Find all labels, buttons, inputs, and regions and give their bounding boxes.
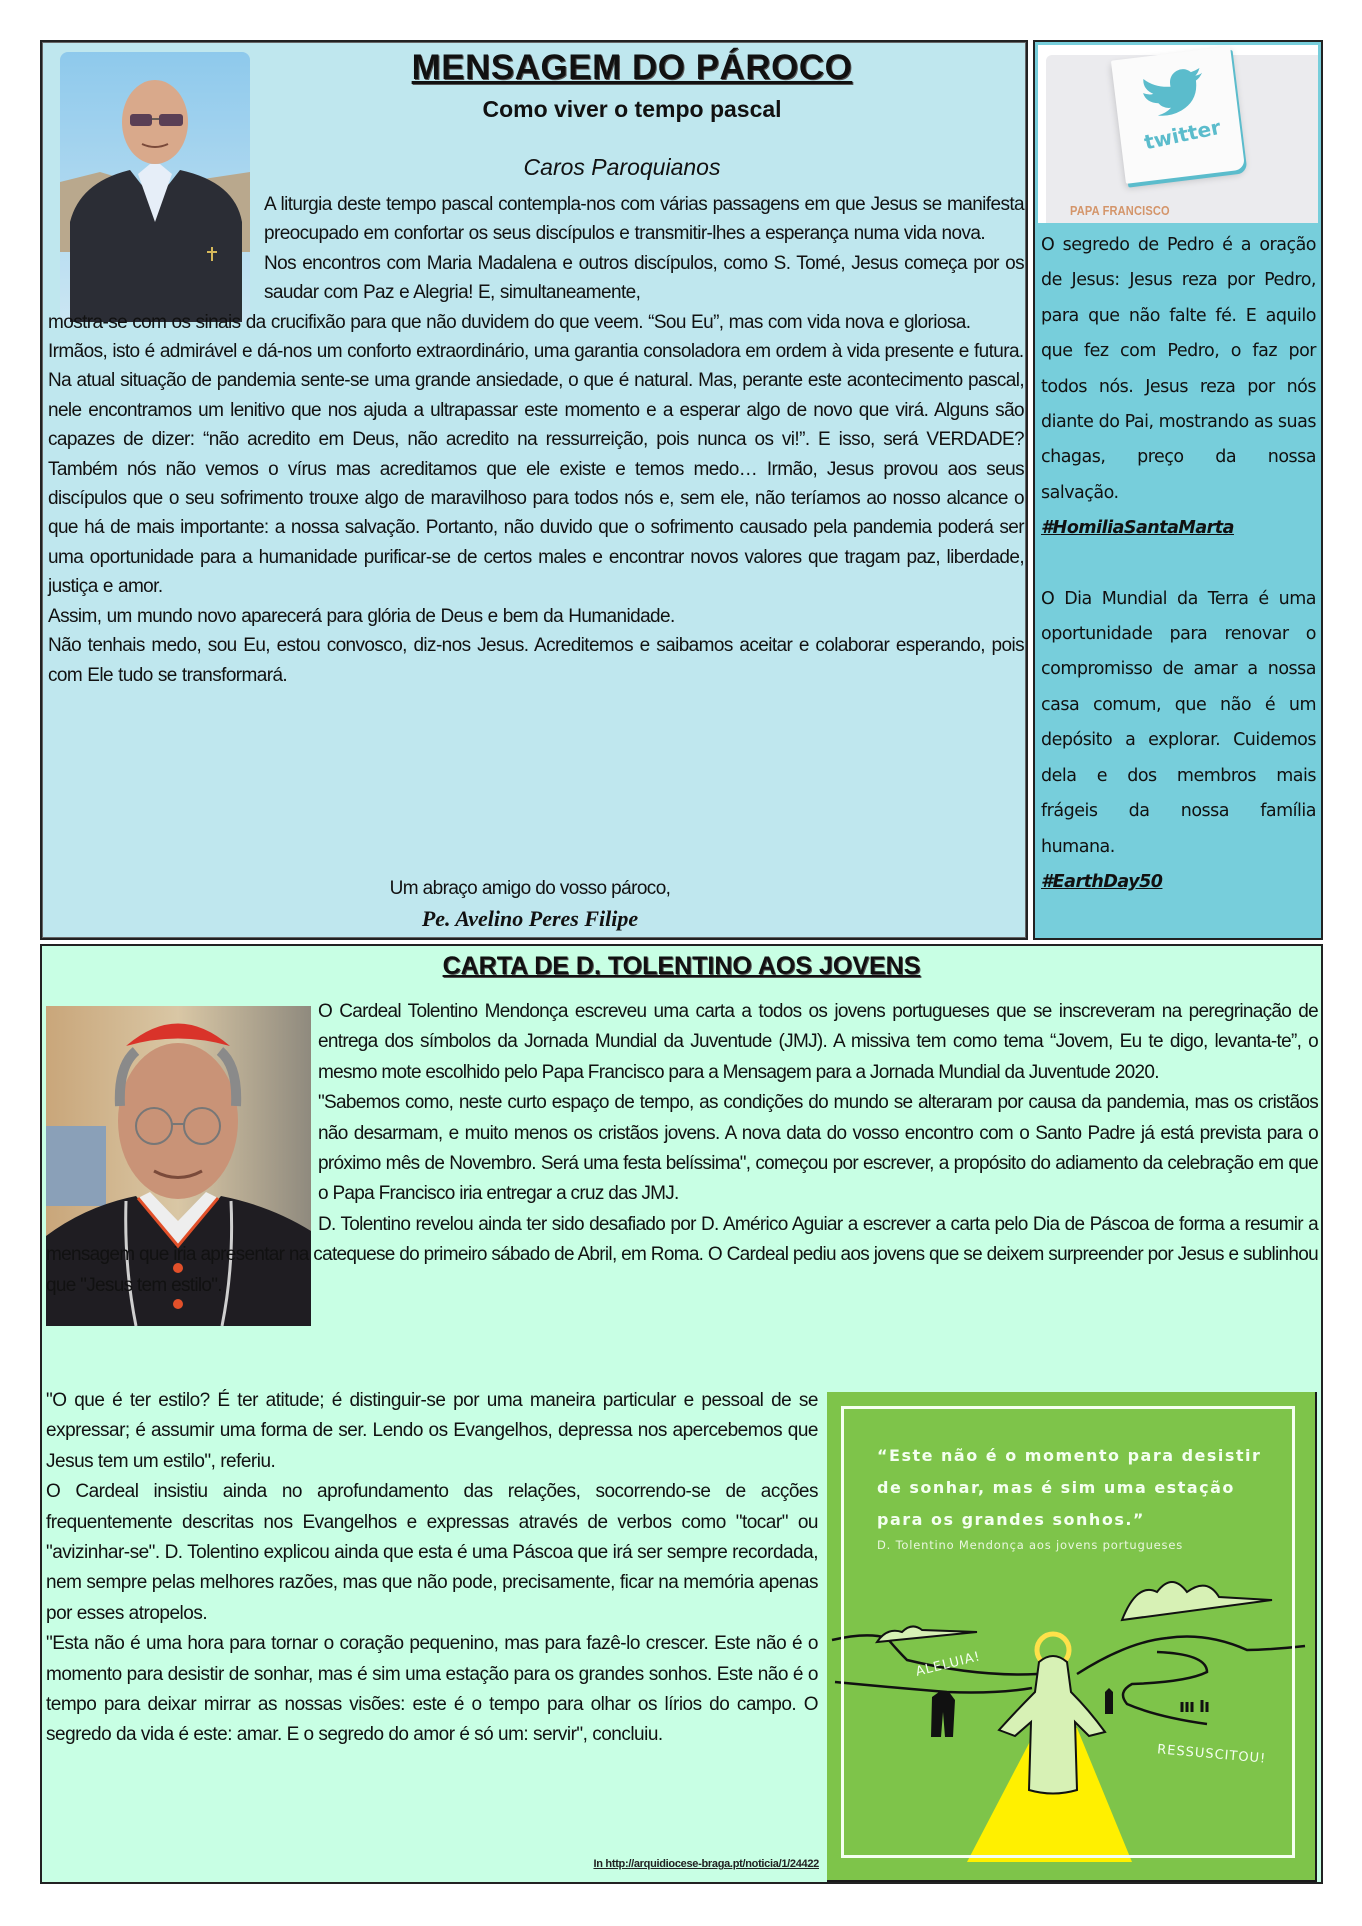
paragraph: Nos encontros com Maria Madalena e outros discípulos, como S. Tomé, Jesus começa por os saudar com Paz e Alegria! E, simultaneamente, bbox=[264, 252, 1024, 304]
signature: Pe. Avelino Peres Filipe bbox=[421, 906, 639, 931]
closing-line: Um abraço amigo do vosso pároco, bbox=[389, 878, 671, 899]
poster-quote: “Este não é o momento para desistir de sonhar, mas é sim uma estação para os grandes sonhos.” bbox=[877, 1446, 1262, 1529]
tweet-text: O Dia Mundial da Terra é uma oportunidade para renovar o compromisso de amar a nossa casa comum, que não é um depósito a explorar. Cuidemos dela e dos membros mais frágeis da nossa família humana. bbox=[1041, 588, 1316, 857]
hashtag-link[interactable]: #HomiliaSantaMarta bbox=[1041, 518, 1234, 539]
source-link[interactable]: In http://arquidiocese-braga.pt/noticia/1/24422 bbox=[593, 1858, 819, 1870]
twitter-banner bbox=[1038, 45, 1318, 223]
poster-label-ressuscitou: RESSUSCITOU! bbox=[1156, 1742, 1267, 1767]
letter-body-top bbox=[46, 997, 1318, 1301]
parish-priest-message-box bbox=[40, 40, 1028, 940]
section-subtitle: Como viver o tempo pascal bbox=[482, 96, 782, 122]
paragraph: O Cardeal insistiu ainda no aprofundamento das relações, socorrendo-se de acções frequentemente descritas nos Evangelhos e expressas através de verbos como "tocar" ou "avizinhar-se". D. Tolentino explicou ainda que esta é uma Páscoa que irá ser sempre recordada, nem sempre pelas melhores razões, mas que não pode, precisamente, ficar na memória apenas por esses atropelos. bbox=[46, 1481, 818, 1624]
paragraph: D. Tolentino revelou ainda ter sido desafiado por D. Américo Aguiar a escrever a carta pelo Dia de Páscoa de forma a resumir a mensagem que iria apresentar na catequese do primeiro sábado de Abril, em Roma. O Cardeal pediu aos jovens que se deixem surpreender por Jesus e sublinhou que "Jesus tem estilo". bbox=[46, 1213, 1318, 1296]
paragraph: "Esta não é uma hora para tornar o coração pequenino, mas para fazê-lo crescer. Este não é o momento para desistir de sonhar, mas é sim uma estação para os grandes sonhos. Este não é o tempo para deixar mirrar as nossas visões: este é o tempo para olhar os lírios do campo. O segredo da vida é este: amar. E o segredo do amor é só um: servir", concluiu. bbox=[46, 1633, 818, 1746]
paragraph: "Sabemos como, neste curto espaço de tempo, as condições do mundo se alteraram por causa da pandemia, mas os cristãos não desarmam, e muito menos os cristãos jovens. A nova data do vosso encontro com o Santo Padre já está prevista para o próximo mês de Novembro. Será uma festa belíssima", começou por escrever, a propósito do adiamento da celebração em que o Papa Francisco iria entregar a cruz das JMJ. bbox=[318, 1092, 1318, 1205]
poster-attribution: D. Tolentino Mendonça aos jovens portugueses bbox=[877, 1538, 1184, 1552]
banner-caption: PAPA FRANCISCO bbox=[1070, 203, 1170, 218]
hashtag-link[interactable]: #EarthDay50 bbox=[1041, 871, 1163, 892]
twitter-wordmark: twitter bbox=[1142, 114, 1223, 155]
letter-body-bottom bbox=[46, 1386, 818, 1751]
quote-poster bbox=[827, 1392, 1317, 1882]
paragraph: "O que é ter estilo? É ter atitude; é distinguir-se por uma maneira particular e pessoal de se expressar; é assumir uma forma de ser. Lendo os Evangelhos, depressa nos apercebemos que Jesus tem um estilo", referiu. bbox=[46, 1390, 818, 1472]
paragraph: Assim, um mundo novo aparecerá para glória de Deus e bem da Humanidade. bbox=[48, 605, 675, 627]
tweets bbox=[1041, 228, 1316, 900]
greeting: Caros Paroquianos bbox=[523, 154, 721, 180]
paragraph: mostra-se com os sinais da crucifixão para que não duvidem do que veem. “Sou Eu”, mas com vida nova e gloriosa. bbox=[48, 311, 971, 333]
paragraph: O Cardeal Tolentino Mendonça escreveu uma carta a todos os jovens portugueses que se inscreveram na peregrinação de entrega dos símbolos da Jornada Mundial da Juventude (JMJ). A missiva tem como tema “Jovem, Eu te digo, levanta-te”, o mesmo mote escolhido pelo Papa Francisco para a Mensagem para a Jornada Mundial da Juventude 2020. bbox=[318, 1001, 1318, 1083]
pope-twitter-box bbox=[1033, 40, 1323, 940]
paragraph: Não tenhais medo, sou Eu, estou convosco, diz-nos Jesus. Acreditemos e saibamos aceitar e colaborar esperando, pois com Ele tudo se transformará. bbox=[48, 635, 1024, 686]
twitter-note bbox=[1111, 46, 1245, 184]
paragraph: Na atual situação de pandemia sente-se uma grande ansiedade, o que é natural. Mas, perante este acontecimento pascal, nele encontramos um lenitivo que nos ajuda a ultrapassar este momento e a esperar algo de novo que virá. Alguns são capazes de dizer: “não acredito em Deus, não acredito na ressurreição, pois nunca os vi!”. E isso, será VERDADE? Também nós não vemos o vírus mas acreditamos que ele existe e temos medo… Irmão, Jesus provou aos seus discípulos que o seu sofrimento trouxe algo de maravilhoso para todos nós e, sem ele, não teríamos ao nosso alcance o que há de mais importante: a nossa salvação. Portanto, não duvido que o sofrimento causado pela pandemia poderá ser uma oportunidade para a humanidade purificar-se de certos males e encontrar novos valores que tragam paz, liberdade, justiça e amor. bbox=[48, 370, 1024, 598]
poster-label-aleluia: ALELUIA! bbox=[914, 1649, 983, 1680]
tolentino-letter-box bbox=[40, 944, 1323, 1884]
tweet-text: O segredo de Pedro é a oração de Jesus: Jesus reza por Pedro, para que não falte fé. E aquilo que fez com Pedro, o faz por todos nós. Jesus reza por nós diante do Pai, mostrando as suas chagas, preço da nossa salvação. bbox=[1041, 235, 1316, 503]
section-title: MENSAGEM DO PÁROCO bbox=[411, 48, 853, 87]
paragraph: Irmãos, isto é admirável e dá-nos um conforto extraordinário, uma garantia consoladora em ordem à vida presente e futura. bbox=[48, 341, 1024, 363]
section-title: CARTA DE D. TOLENTINO AOS JOVENS bbox=[442, 952, 921, 980]
message-body bbox=[48, 190, 1024, 690]
paragraph: A liturgia deste tempo pascal contempla-nos com várias passagens em que Jesus se manifesta preocupado em confortar os seus discípulos e transmitir-lhes a esperança numa vida nova. bbox=[264, 194, 1024, 245]
